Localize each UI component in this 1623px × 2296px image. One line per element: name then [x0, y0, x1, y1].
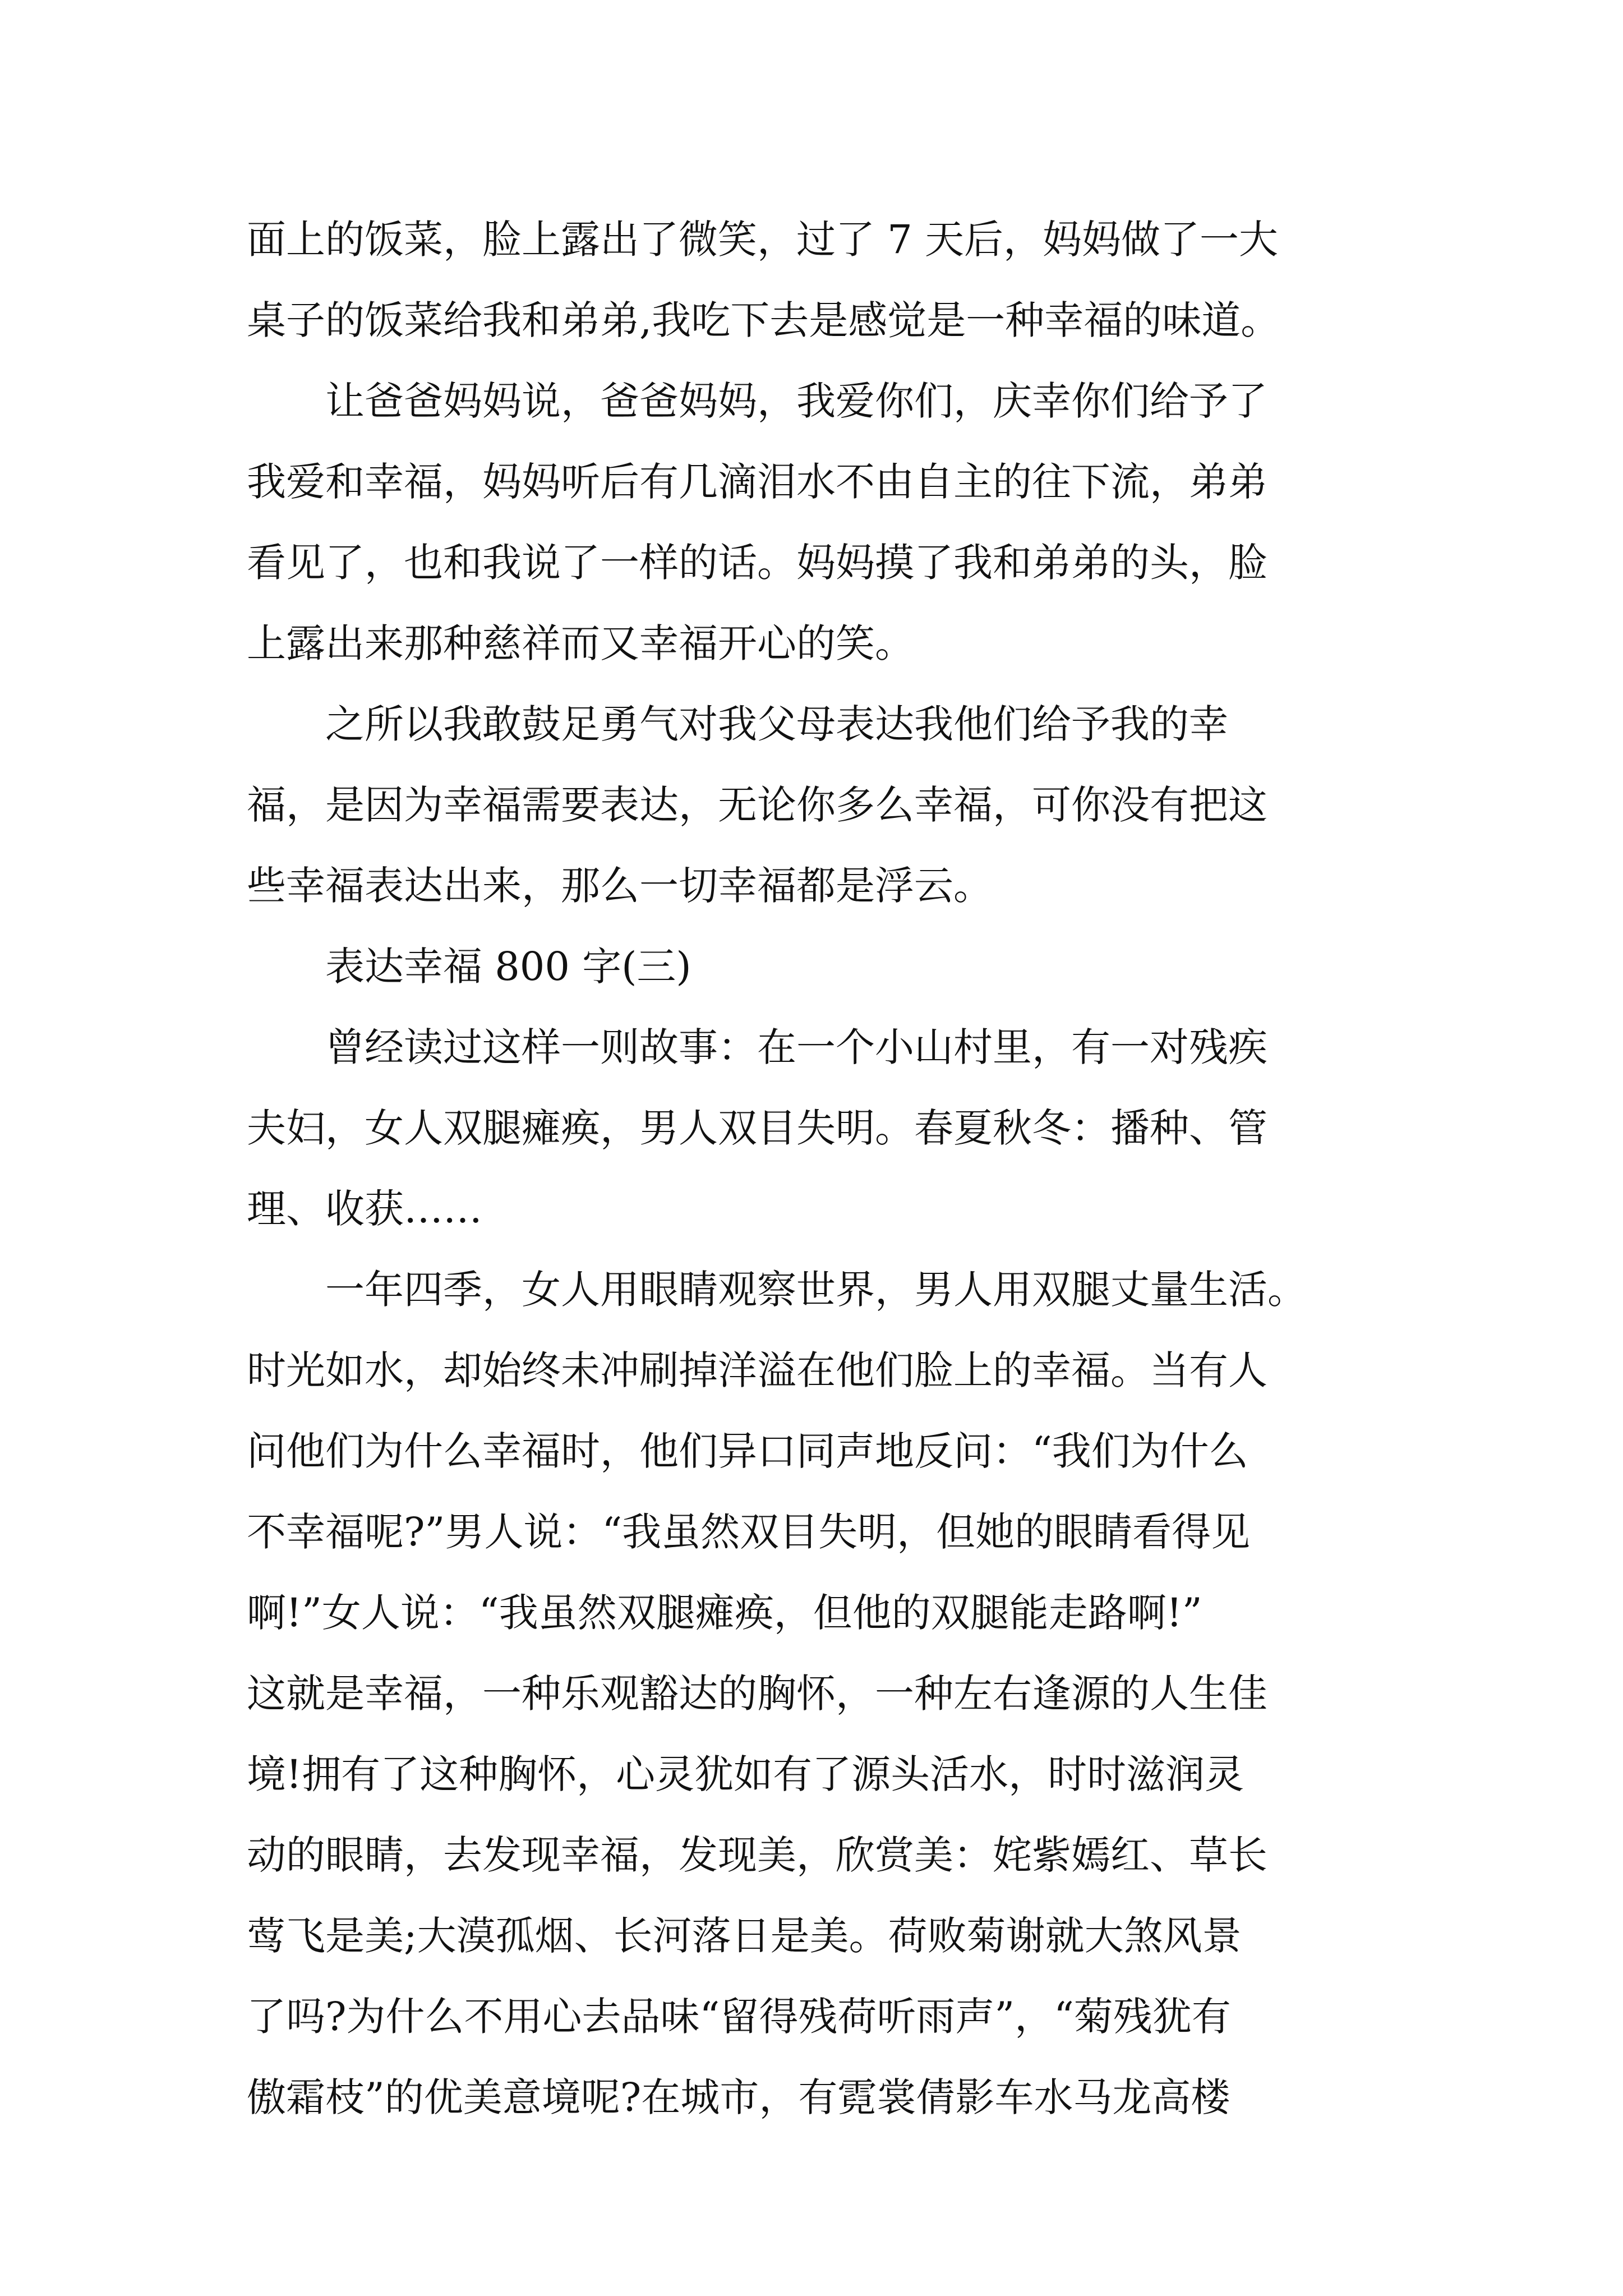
section-heading: 表达幸福 800 字(三) — [325, 944, 691, 990]
text-line: 上露出来那种慈祥而又幸福开心的笑。 — [247, 620, 914, 666]
text-line: 些幸福表达出来，那么一切幸福都是浮云。 — [247, 863, 993, 909]
text-line: 面上的饭菜，脸上露出了微笑，过了 7 天后，妈妈做了一大 — [247, 217, 1279, 263]
text-line: 傲霜枝”的优美意境呢?在城市，有霓裳倩影车水马龙高楼 — [247, 2074, 1230, 2120]
text-line: 我爱和幸福，妈妈听后有几滴泪水不由自主的往下流，弟弟 — [247, 459, 1267, 505]
text-line: 夫妇，女人双腿瘫痪，男人双目失明。春夏秋冬：播种、管 — [247, 1105, 1267, 1151]
text-line: 这就是幸福，一种乐观豁达的胸怀，一种左右逢源的人生佳 — [247, 1671, 1267, 1717]
text-line: 不幸福呢?”男人说：“我虽然双目失明，但她的眼睛看得见 — [247, 1509, 1251, 1555]
text-line: 问他们为什么幸福时，他们异口同声地反问：“我们为什么 — [247, 1428, 1248, 1474]
article-body — [247, 199, 1430, 2138]
paragraph-start-line: 让爸爸妈妈说，爸爸妈妈，我爱你们，庆幸你们给予了 — [325, 378, 1267, 424]
text-line: 了吗?为什么不用心去品味“留得残荷听雨声”，“菊残犹有 — [247, 1994, 1231, 2040]
text-line: 境!拥有了这种胸怀，心灵犹如有了源头活水，时时滋润灵 — [247, 1751, 1244, 1797]
text-line: 桌子的饭菜给我和弟弟,我吃下去是感觉是一种幸福的味道。 — [247, 297, 1280, 343]
text-line: 看见了，也和我说了一样的话。妈妈摸了我和弟弟的头，脸 — [247, 540, 1267, 586]
paragraph-start-line: 之所以我敢鼓足勇气对我父母表达我他们给予我的幸 — [325, 701, 1228, 747]
text-line: 啊!”女人说：“我虽然双腿瘫痪，但他的双腿能走路啊!” — [247, 1590, 1202, 1636]
text-line: 理、收获…… — [247, 1186, 482, 1232]
paragraph-start-line: 一年四季，女人用眼睛观察世界，男人用双腿丈量生活。 — [325, 1267, 1307, 1313]
text-line: 福，是因为幸福需要表达，无论你多么幸福，可你没有把这 — [247, 782, 1267, 828]
paragraph-start-line: 曾经读过这样一则故事：在一个小山村里，有一对残疾 — [325, 1024, 1267, 1070]
text-line: 莺飞是美;大漠孤烟、长河落日是美。荷败菊谢就大煞风景 — [247, 1913, 1242, 1959]
text-line: 动的眼睛，去发现幸福，发现美，欣赏美：姹紫嫣红、草长 — [247, 1832, 1267, 1878]
text-line: 时光如水，却始终未冲刷掉洋溢在他们脸上的幸福。当有人 — [247, 1347, 1267, 1393]
